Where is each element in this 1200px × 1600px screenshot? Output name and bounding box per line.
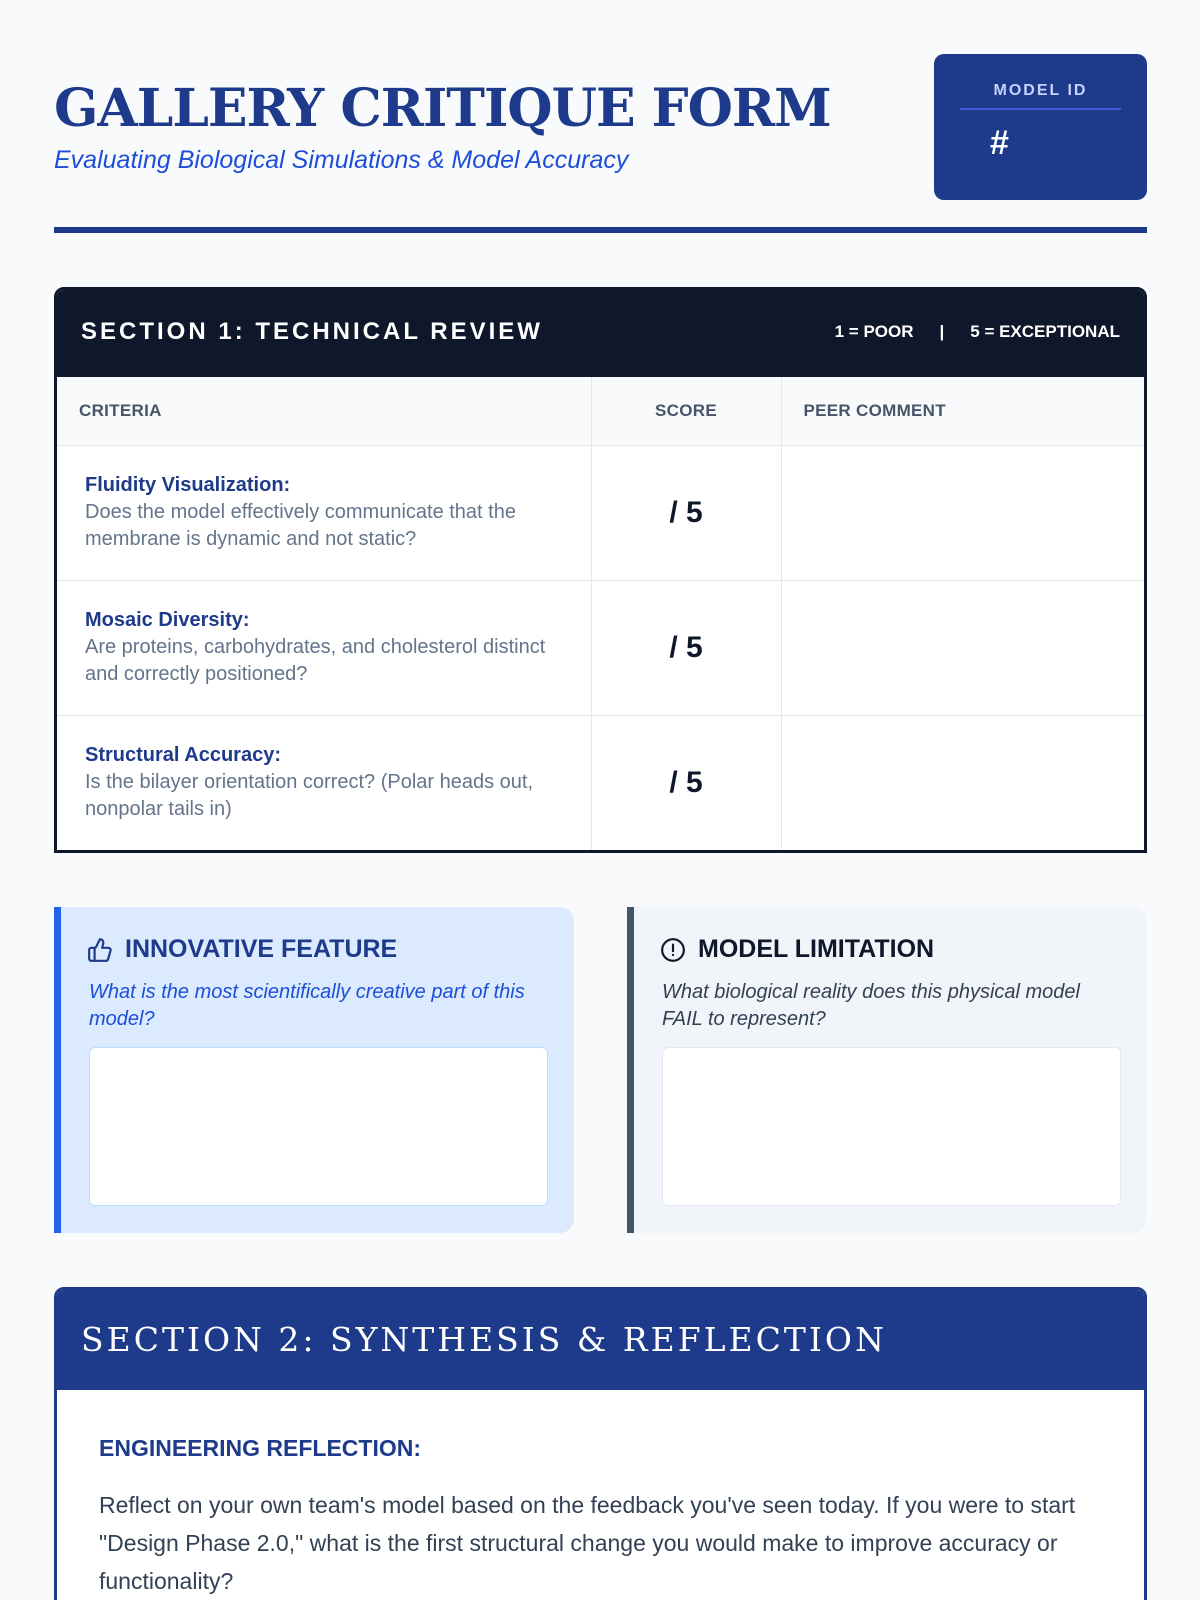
peer-comment-field[interactable] [781, 715, 1144, 850]
alert-circle-icon [660, 937, 686, 963]
form-header [54, 0, 1147, 234]
model-id-label: MODEL ID [960, 82, 1121, 110]
section-technical-review [54, 287, 1147, 853]
column-criteria: CRITERIA [57, 377, 591, 445]
column-peer-comment: PEER COMMENT [781, 377, 1144, 445]
score-field[interactable]: / 5 [591, 445, 781, 580]
innovative-feature-title: INNOVATIVE FEATURE [125, 935, 398, 963]
model-limitation-heading [660, 935, 934, 964]
section1-header [57, 290, 1144, 377]
score-field[interactable]: / 5 [591, 580, 781, 715]
innovative-feature-answer-field[interactable] [89, 1047, 548, 1206]
criteria-cell [57, 445, 591, 580]
score-scale-legend [835, 322, 1120, 342]
criteria-name: Fluidity Visualization: [85, 474, 291, 496]
engineering-reflection-prompt: Reflect on your own team's model based on the feedback you've seen today. If you were to start "Design Phase 2.0," what is the first structural change you would make to improve accuracy or functionality? [99, 1492, 1076, 1594]
column-score: SCORE [591, 377, 781, 445]
header-divider [54, 227, 1147, 233]
criteria-description: Are proteins, carbohydrates, and cholesterol distinct and correctly positioned? [85, 636, 546, 685]
model-limitation-title: MODEL LIMITATION [698, 935, 935, 963]
critique-form-page [54, 0, 1147, 1594]
peer-comment-field[interactable] [781, 580, 1144, 715]
scale-low: 1 = POOR [834, 322, 914, 341]
section2-title: SECTION 2: SYNTHESIS & REFLECTION [81, 1320, 887, 1359]
form-subtitle: Evaluating Biological Simulations & Model Accuracy [54, 146, 629, 174]
innovative-feature-card [54, 907, 574, 1233]
scale-separator: | [939, 322, 945, 341]
engineering-reflection-label: ENGINEERING REFLECTION: [99, 1435, 422, 1461]
criteria-cell [57, 715, 591, 850]
scale-high: 5 = EXCEPTIONAL [970, 322, 1120, 341]
thumbs-up-icon [87, 937, 113, 963]
criteria-table [57, 377, 1144, 850]
model-limitation-question: What biological reality does this physical model FAIL to represent? [662, 981, 1080, 1030]
table-header-row [57, 377, 1144, 445]
model-limitation-card [627, 907, 1147, 1233]
section1-title: SECTION 1: TECHNICAL REVIEW [81, 318, 543, 345]
criteria-description: Is the bilayer orientation correct? (Polar heads out, nonpolar tails in) [85, 771, 534, 821]
criteria-name: Mosaic Diversity: [85, 609, 250, 631]
model-id-field[interactable]: # [990, 124, 1009, 162]
peer-comment-field[interactable] [781, 445, 1144, 580]
table-row [57, 445, 1144, 580]
criteria-description: Does the model effectively communicate that the membrane is dynamic and not static? [85, 501, 516, 550]
model-limitation-answer-field[interactable] [662, 1047, 1121, 1206]
form-title: GALLERY CRITIQUE FORM [54, 78, 831, 139]
criteria-cell [57, 580, 591, 715]
model-id-box[interactable] [934, 54, 1147, 200]
table-row [57, 580, 1144, 715]
section2-header [57, 1290, 1144, 1390]
score-field[interactable]: / 5 [591, 715, 781, 850]
innovative-feature-heading [87, 935, 397, 964]
table-row [57, 715, 1144, 850]
innovative-feature-question: What is the most scientifically creative part of this model? [89, 981, 525, 1030]
section-synthesis-reflection [54, 1287, 1147, 1600]
criteria-name: Structural Accuracy: [85, 744, 281, 767]
